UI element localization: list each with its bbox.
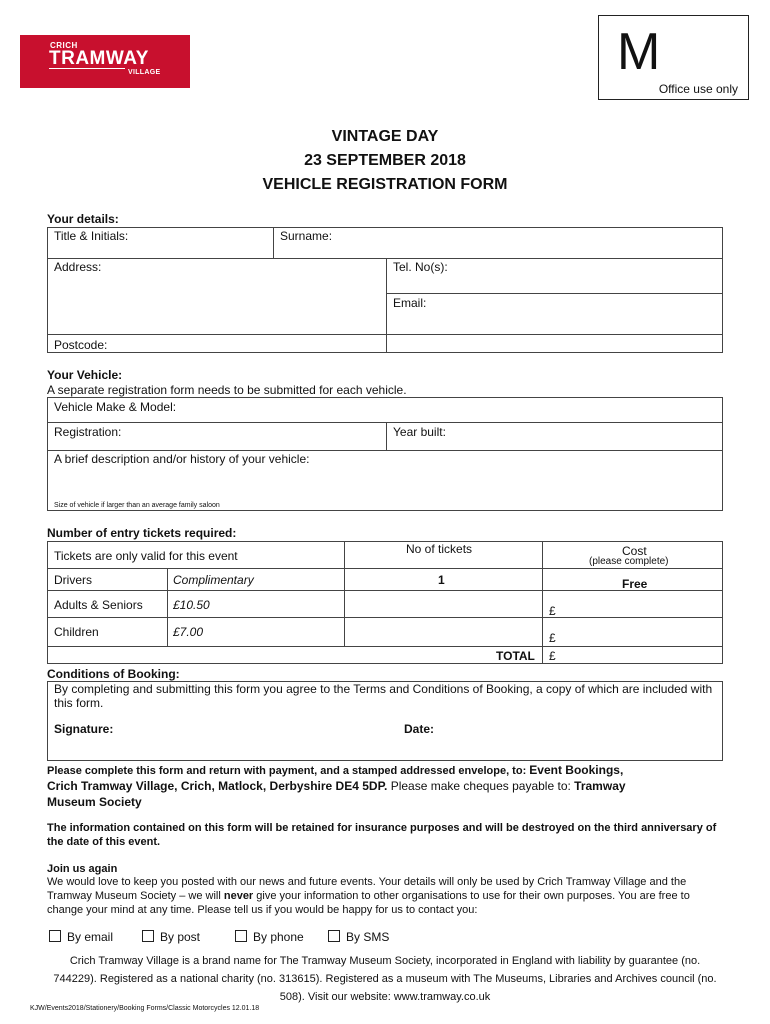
checkbox-square-sms[interactable] [328,930,340,942]
logo-village: VILLAGE [128,69,161,76]
signature-field[interactable]: Signature: [54,722,114,736]
office-letter: M [617,23,661,81]
checkbox-label-post: By post [160,930,201,944]
checkbox-sms[interactable] [328,930,389,944]
description-field[interactable]: A brief description and/or history of your vehicle: [54,452,310,466]
tickets-heading: Number of entry tickets required: [47,526,237,540]
make-model-field[interactable]: Vehicle Make & Model: [54,400,177,414]
details-vdivider-1 [273,227,274,258]
logo-bar [49,68,125,69]
return-part1: Please complete this form and return with payment, and a stamped addressed envelope, to: [47,765,530,777]
size-note: Size of vehicle if larger than an average family saloon [54,502,220,509]
ticket-count-drivers[interactable]: 1 [438,573,445,587]
tickets-vdivider-3 [542,541,543,664]
total-value[interactable]: £ [549,649,556,663]
return-part2: Event Bookings, [529,763,624,777]
col-no-tickets: No of tickets [406,542,473,556]
ticket-type-adults: Adults & Seniors [54,598,143,612]
office-use-label: Office use only [658,82,738,96]
details-heading: Your details: [47,212,119,226]
details-divider-1 [47,258,723,259]
email-field[interactable]: Email: [393,296,427,310]
date-field[interactable]: Date: [404,722,435,736]
logo-crich: CRICH [50,41,78,50]
details-vdivider-2 [386,258,387,353]
checkbox-email[interactable] [49,930,113,944]
year-built-field[interactable]: Year built: [393,425,446,439]
return-cheques: Please make cheques payable to: [387,779,575,793]
tel-field[interactable]: Tel. No(s): [393,260,448,274]
return-address: Crich Tramway Village, Crich, Matlock, Derbyshire DE4 5DP. [47,779,388,793]
join-text-1: We would love to keep you posted with our news and future events. Your details will only be used by Crich Tramway Village and the Tramway Museum Society – we will [47,876,687,902]
tickets-divider-1 [47,568,723,569]
tickets-divider-3 [47,617,723,618]
join-text [47,875,723,917]
retention-notice: The information contained on this form will be retained for insurance purposes and will be destroyed on the third anniversary of the date of this event. [47,822,717,848]
col-cost: Cost [622,544,647,558]
ticket-cost-children[interactable]: £ [549,631,556,645]
checkbox-square-post[interactable] [142,930,154,942]
logo-tramway: TRAMWAY [49,48,149,69]
return-payee: Tramway [574,779,626,793]
details-divider-3 [47,334,723,335]
ticket-type-drivers: Drivers [54,573,92,587]
join-text-2: give your information to other organisations to use for their own purposes. You are free to change your mind at any time. Please tell us if you would be happy for us to contact you: [47,890,690,916]
join-never: never [223,890,254,902]
checkbox-post[interactable] [142,930,200,944]
join-heading: Join us again [47,863,118,875]
ticket-cost-adults[interactable]: £ [549,604,556,618]
conditions-text: By completing and submitting this form you agree to the Terms and Conditions of Booking, a copy of which are included with this form. [54,682,713,710]
tickets-vdivider-1 [167,568,168,646]
total-label: TOTAL [496,649,535,663]
office-use-box [598,15,749,100]
checkbox-label-phone: By phone [253,930,304,944]
conditions-heading: Conditions of Booking: [47,667,180,681]
form-title: VEHICLE REGISTRATION FORM [262,176,508,193]
ticket-price-children: £7.00 [173,625,204,639]
vehicle-note: A separate registration form needs to be submitted for each vehicle. [47,383,407,397]
vehicle-divider-1 [47,422,723,423]
return-instructions [47,763,737,811]
details-divider-2 [386,293,723,294]
vehicle-heading: Your Vehicle: [47,368,123,382]
checkbox-label-sms: By SMS [346,930,390,944]
charity-footer: Crich Tramway Village is a brand name for The Tramway Museum Society, incorporated in England with liability by guarantee (no. 744229). Registered as a national charity (no. 313615). Registered as a museum with The Museums, Libraries and Archives council (no. 508). Visit our website: www.tramway.co.uk [53,955,717,1003]
ticket-price-adults: £10.50 [173,598,210,612]
ticket-price-drivers: Complimentary [173,573,254,587]
surname-field[interactable]: Surname: [280,229,333,243]
title-initials-field[interactable]: Title & Initials: [54,229,129,243]
checkbox-square-email[interactable] [49,930,61,942]
ticket-type-children: Children [54,625,99,639]
postcode-field[interactable]: Postcode: [54,338,108,352]
event-date: 23 SEPTEMBER 2018 [304,152,466,169]
address-field[interactable]: Address: [54,260,102,274]
crich-tramway-logo [20,35,190,88]
checkbox-square-phone[interactable] [235,930,247,942]
return-payee-2: Museum Society [47,795,142,809]
tickets-vdivider-2 [344,541,345,646]
tickets-divider-4 [47,646,723,647]
checkbox-phone[interactable] [235,930,304,944]
vehicle-vdivider [386,422,387,450]
col-cost-sub: (please complete) [589,556,669,567]
tickets-valid-note: Tickets are only valid for this event [54,549,238,563]
vehicle-divider-2 [47,450,723,451]
event-title: VINTAGE DAY [331,128,439,145]
registration-field[interactable]: Registration: [54,425,122,439]
checkbox-label-email: By email [67,930,114,944]
document-reference: KJW/Events2018/Stationery/Booking Forms/Classic Motorcycles 12.01.18 [30,1005,260,1012]
ticket-cost-drivers: Free [622,577,648,591]
